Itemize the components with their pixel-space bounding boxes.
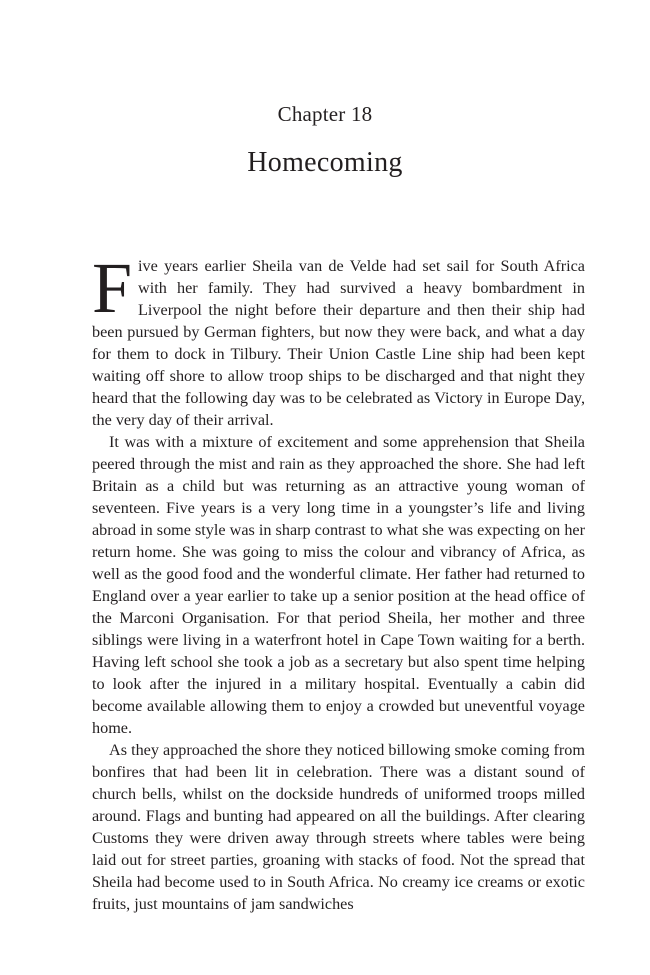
paragraph-3: As they approached the shore they noticed billowing smoke coming from bonfires that had been lit in celebration. There was a distant sound of church bells, whilst on the dockside hundreds of uniformed troops milled around. Flags and bunting had appeared on all the buildings. After clearing Customs they were driven away through streets where tables were being laid out for street parties, groaning with stacks of food. Not the spread that Sheila had become used to in South Africa. No creamy ice creams or exotic fruits, just mountains of jam sandwiches [92,741,585,913]
paragraph-1-text: ive years earlier Sheila van de Velde had set sail for South Africa with her family. They had survived a heavy bombardment in Liverpool the night before their departure and then their ship had been pursued by German fighters, but now they were back, and what a day for them to dock in Tilbury. Their Union Castle Line ship had been kept waiting off shore to allow troop ships to be discharged and that night they heard that the following day was to be celebrated as Victory in Europe Day, the very day of their arrival. [92,257,585,429]
chapter-number: Chapter 18 [277,102,373,126]
drop-cap: F [92,248,133,328]
paragraph-2: It was with a mixture of excitement and some apprehension that Sheila peered through the mist and rain as they approached the shore. She had left Britain as a child but was returning as an attractive young woman of seventeen. Five years is a very long time in a youngster’s life and living abroad in some style was in sharp contrast to what she was expecting on her return home. She was going to miss the colour and vibrancy of Africa, as well as the good food and the wonderful climate. Her father had returned to England over a year earlier to take up a senior position at the head office of the Marconi Organisation. For that period Sheila, her mother and three siblings were living in a waterfront hotel in Cape Town waiting for a berth. Having left school she took a job as a secretary but also spent time helping to look after the injured in a military hospital. Eventually a cabin did become available allowing them to enjoy a crowded but uneventful voyage home. [92,433,585,737]
chapter-body [92,248,585,915]
chapter-title: Homecoming [247,147,403,178]
paragraph-1 [92,248,585,431]
